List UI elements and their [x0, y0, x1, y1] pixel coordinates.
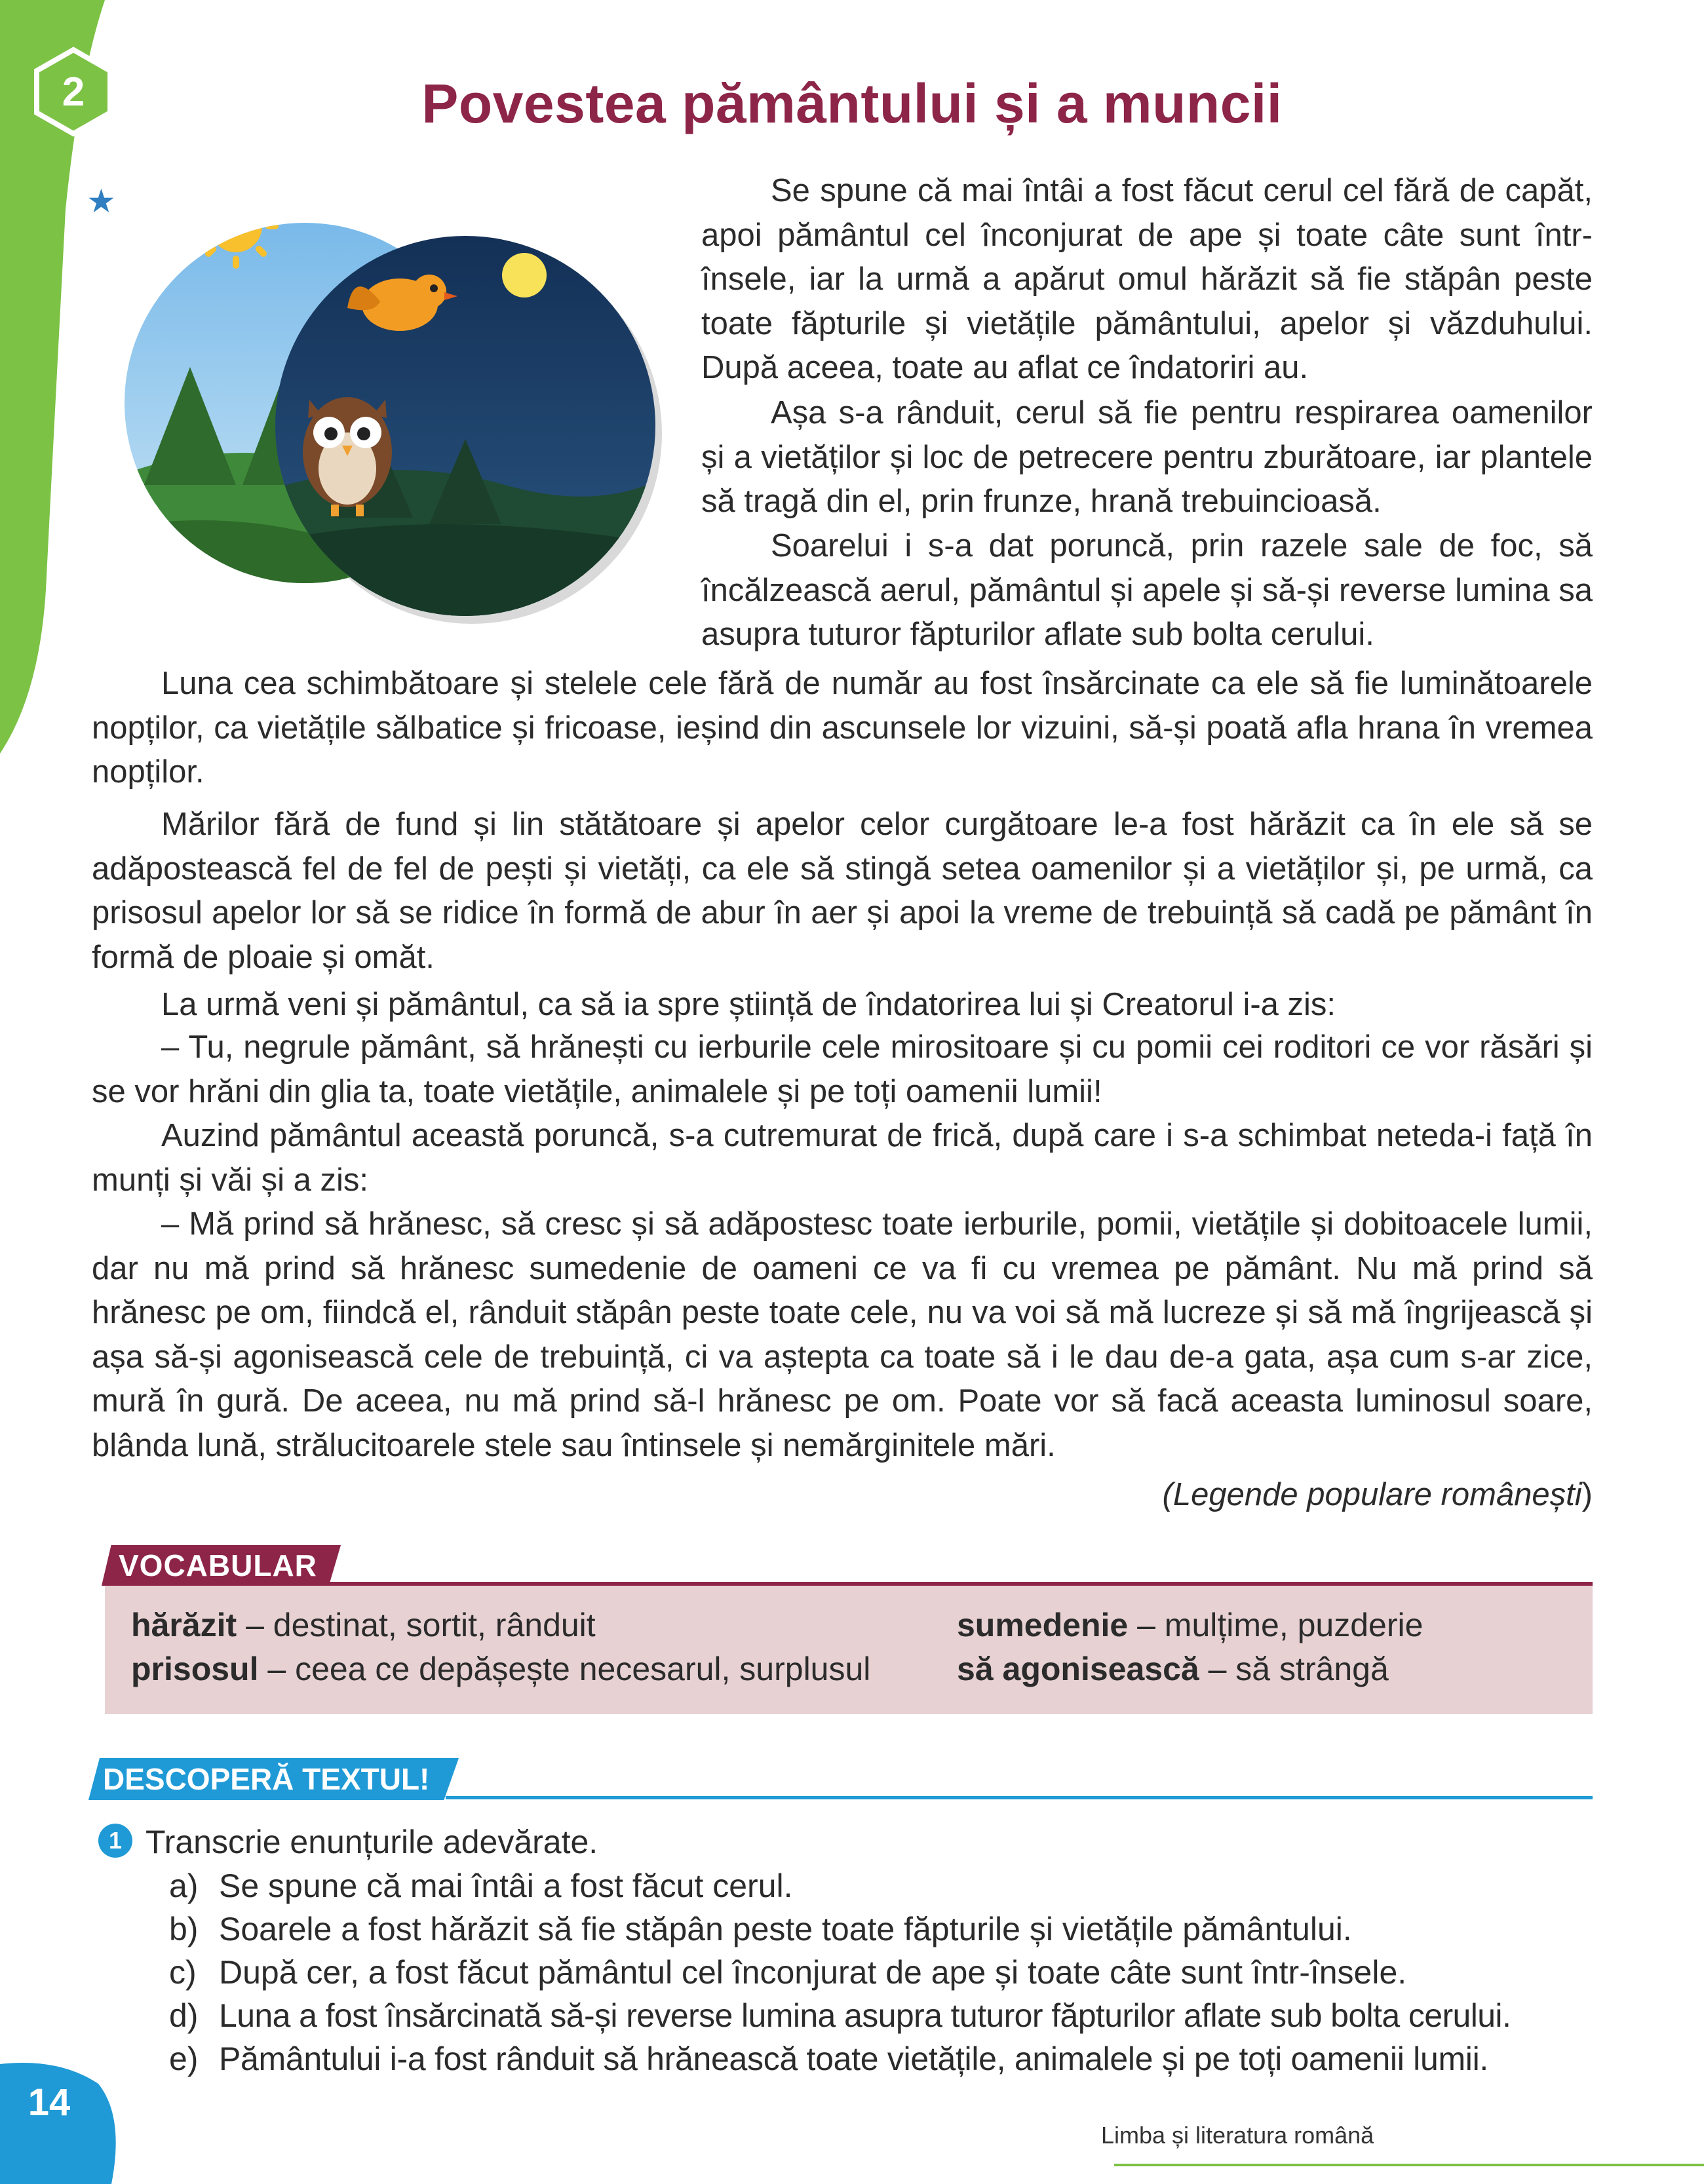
option-letter: c)	[169, 1954, 197, 1991]
vocabulary-term: să agonisească	[957, 1651, 1199, 1687]
moon-icon	[502, 253, 547, 297]
exercise-option	[169, 1994, 1511, 2037]
discover-heading: DESCOPERĂ TEXTUL!	[103, 1762, 430, 1796]
option-text: Luna a fost însărcinată să-și reverse lumina asupra tuturor făpturilor aflate sub bolta cerului.	[219, 1997, 1511, 2034]
unit-number: 2	[62, 69, 85, 115]
story-paragraph: Se spune că mai întâi a fost făcut cerul cel fără de capăt, apoi pământul cel înconjurat de ape și toate câte sunt într-însele, iar la urmă a apărut omul hărăzit să fie stăpân peste toate făpturile și vietățile pământului, apelor și văzduhului. După aceea, toate au aflat ce îndatoriri au.	[701, 173, 1593, 386]
story-paragraph: – Mă prind să hrănesc, să cresc și să adăpostesc toate ierburile, pomii, vietățile și dobitoacele lumii, dar nu mă prind să hrănesc sumedenie de oameni ce va fi cu vremea pe pământ. Nu mă prind să hrănesc pe om, fiindcă el, rânduit stăpân peste toate cele, nu va voi să mă lucreze și să mă îngrijească și așa să-și agonisească cele de trebuință, ci va aștepta ca toate să i le dau de-a gata, așa cum s-ar zice, mură în gură. De aceea, nu mă prind să-l hrănesc pe om. Poate vor să facă aceasta luminosul soare, blânda lună, strălucitoarele stele sau întinsele și nemărginitele mări.	[92, 1206, 1593, 1463]
footer-subject: Limba și literatura română	[1101, 2122, 1374, 2149]
exercise-option	[169, 1951, 1406, 1994]
source-text: Legende populare românești	[1172, 1477, 1582, 1512]
option-text: Pământului i-a fost rânduit să hrănească toate vietățile, animalele și pe toți oamenii lumii.	[219, 2040, 1489, 2077]
vocabulary-term: prisosul	[131, 1651, 259, 1687]
page-title: Povestea pământului și a muncii	[421, 73, 1283, 134]
story-paragraph: Luna cea schimbătoare și stelele cele fără de număr au fost însărcinate ca ele să fie luminătoarele nopților, ca vietățile sălbatice și fricoase, ieșind din ascunsele lor vizuini, să-și poată afla hrana în vremea nopților.	[92, 666, 1593, 790]
story-paragraph: La urmă veni și pământul, ca să ia spre știință de îndatorirea lui și Creatorul i-a zis:	[161, 987, 1336, 1022]
vocabulary-definition: – mulțime, puzderie	[1128, 1607, 1423, 1643]
exercise-option	[169, 2037, 1488, 2080]
exercise-option	[169, 1864, 792, 1907]
option-letter: a)	[169, 1868, 199, 1904]
discover-rule	[446, 1796, 1593, 1799]
option-letter: e)	[169, 2040, 199, 2077]
story-paragraph: Soarelui i s-a dat poruncă, prin razele sale de foc, să încălzească aerul, pământul și apele și să-și reverse lumina sa asupra tuturor făpturilor aflate sub bolta cerului.	[701, 528, 1593, 653]
source-citation	[1163, 1476, 1593, 1513]
story-paragraph: – Tu, negrule pământ, să hrănești cu ierburile cele mirositoare și cu pomii cei roditori ce vor răsări și se vor hrăni din glia ta, toate vietățile, animalele și pe toți oamenii lumii!	[92, 1029, 1593, 1109]
vocabulary-definition: – destinat, sortit, rânduit	[237, 1607, 596, 1643]
vocabulary-definition: – ceea ce depășește necesarul, surplusul	[258, 1651, 871, 1687]
vocabulary-heading: VOCABULAR	[119, 1548, 317, 1582]
day-night-illustration	[98, 177, 682, 649]
vocabulary-entry	[957, 1603, 1423, 1647]
exercise-number-badge: 1	[98, 1824, 132, 1858]
story-paragraph: Auzind pământul această poruncă, s-a cutremurat de frică, după care i s-a schimbat neteda-i față în munți și văi și a zis:	[92, 1118, 1593, 1198]
option-text: Soarele a fost hărăzit să fie stăpân peste toate făpturile și vietățile pământului.	[219, 1911, 1352, 1947]
vocabulary-entry	[131, 1647, 870, 1691]
story-paragraph: Mărilor fără de fund și lin stătătoare și apelor celor curgătoare le-a fost hărăzit ca în ele să se adăpostească fel de fel de pești și vietăți, ca ele să stingă setea oamenilor și a vietăților și, pe urmă, ca prisosul apelor lor să se ridice în formă de abur în aer și apoi la vreme de trebuință să cadă pe pământ în formă de ploaie și omăt.	[92, 807, 1593, 975]
vocabulary-entry	[131, 1603, 596, 1647]
vocabulary-entry	[957, 1647, 1389, 1691]
exercise-instruction: Transcrie enunțurile adevărate.	[145, 1824, 598, 1860]
footer-rule	[1114, 2164, 1704, 2166]
option-letter: b)	[169, 1911, 199, 1947]
page-number: 14	[28, 2081, 71, 2124]
option-text: Se spune că mai întâi a fost făcut cerul.	[219, 1868, 793, 1904]
option-text: După cer, a fost făcut pământul cel înconjurat de ape și toate câte sunt într-însele.	[219, 1954, 1407, 1991]
vocabulary-term: hărăzit	[131, 1607, 237, 1643]
source-paren-close: )	[1581, 1477, 1593, 1512]
exercise-option	[169, 1907, 1352, 1951]
story-paragraph: Așa s-a rânduit, cerul să fie pentru respirarea oamenilor și a vietăților și loc de petrecere pentru zburătoare, iar plantele să tragă din el, prin frunze, hrană trebuincioasă.	[701, 395, 1593, 520]
source-paren-open: (	[1162, 1477, 1173, 1512]
vocabulary-definition: – să strângă	[1199, 1651, 1389, 1687]
star-icon: ★	[87, 183, 116, 220]
option-letter: d)	[169, 1997, 199, 2034]
vocabulary-term: sumedenie	[957, 1607, 1129, 1643]
